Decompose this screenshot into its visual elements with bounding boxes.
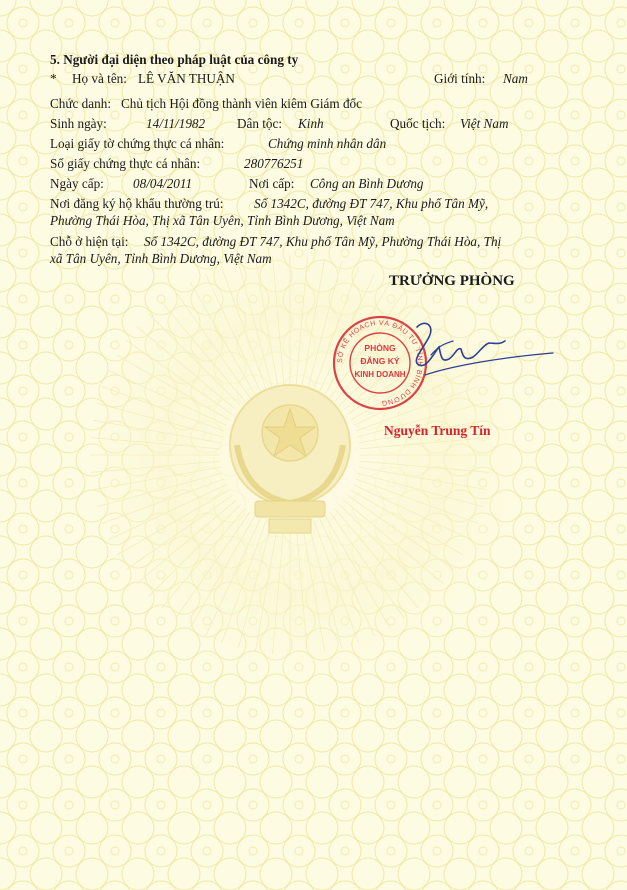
stamp-line-3: KINH DOANH bbox=[354, 370, 406, 379]
dob-label: Sinh ngày: bbox=[50, 116, 107, 131]
nationality-label: Quốc tịch: bbox=[390, 116, 446, 131]
current-address-line2: xã Tân Uyên, Tỉnh Bình Dương, Việt Nam bbox=[50, 251, 272, 266]
stamp-line-1: PHÒNG bbox=[364, 343, 396, 353]
bullet-mark: * bbox=[50, 71, 57, 86]
name-value: LÊ VĂN THUẬN bbox=[138, 71, 235, 86]
permanent-address-line2: Phường Thái Hòa, Thị xã Tân Uyên, Tỉnh Bình Dương, Việt Nam bbox=[50, 213, 395, 228]
stamp-line-2: ĐĂNG KÝ bbox=[360, 356, 400, 366]
issue-date-label: Ngày cấp: bbox=[50, 176, 104, 191]
ethnicity-label: Dân tộc: bbox=[237, 116, 283, 131]
current-address-label: Chỗ ở hiện tại: bbox=[50, 234, 129, 249]
position-value: Chủ tịch Hội đồng thành viên kiêm Giám đốc bbox=[121, 96, 363, 111]
nationality-value: Việt Nam bbox=[460, 116, 509, 131]
position-label: Chức danh: bbox=[50, 96, 111, 111]
permanent-address-line1: Số 1342C, đường ĐT 747, Khu phố Tân Mỹ, bbox=[254, 196, 489, 211]
dob-value: 14/11/1982 bbox=[146, 116, 206, 131]
signature-title: TRƯỞNG PHÒNG bbox=[389, 273, 515, 289]
gender-label: Giới tính: bbox=[434, 71, 486, 86]
ethnicity-value: Kinh bbox=[298, 116, 324, 131]
id-type-value: Chứng minh nhân dân bbox=[268, 136, 387, 151]
id-number-value: 280776251 bbox=[244, 156, 304, 171]
handwritten-signature bbox=[395, 315, 560, 395]
signer-name: Nguyễn Trung Tín bbox=[384, 423, 491, 438]
gender-value: Nam bbox=[503, 71, 528, 86]
id-type-label: Loại giấy tờ chứng thực cá nhân: bbox=[50, 136, 225, 151]
id-number-label: Số giấy chứng thực cá nhân: bbox=[50, 156, 201, 171]
issue-place-label: Nơi cấp: bbox=[249, 176, 295, 191]
current-address-line1: Số 1342C, đường ĐT 747, Khu phố Tân Mỹ, Phường Thái Hòa, Thị bbox=[144, 234, 502, 249]
permanent-address-label: Nơi đăng ký hộ khẩu thường trú: bbox=[50, 196, 224, 211]
name-label: Họ và tên: bbox=[72, 71, 127, 86]
section-title: 5. Người đại diện theo pháp luật của công ty bbox=[50, 52, 299, 67]
issue-date-value: 08/04/2011 bbox=[133, 176, 193, 191]
issue-place-value: Công an Bình Dương bbox=[310, 176, 424, 191]
stamp-ring-text: SỞ KẾ HOẠCH VÀ ĐẦU TƯ TỈNH BÌNH DƯƠNG bbox=[336, 319, 424, 407]
